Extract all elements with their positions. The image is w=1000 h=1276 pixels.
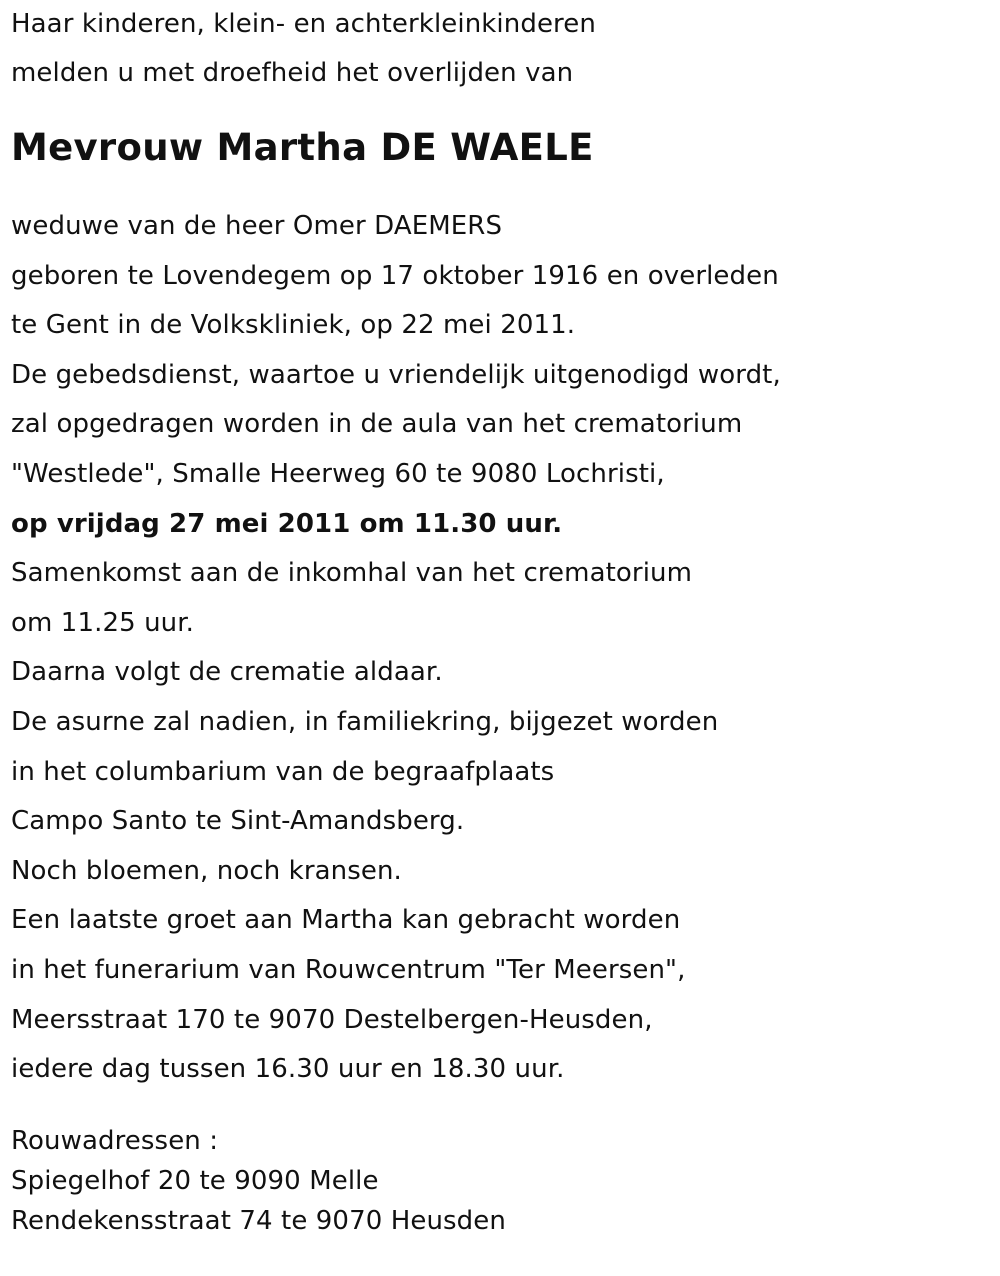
crematorium-address-line: "Westlede", Smalle Heerweg 60 te 9080 Lochristi, bbox=[11, 458, 665, 489]
flowers-line: Noch bloemen, noch kransen. bbox=[11, 855, 402, 886]
address-item: Spiegelhof 20 te 9090 Melle bbox=[11, 1165, 379, 1196]
death-line: te Gent in de Volkskliniek, op 22 mei 2011. bbox=[11, 310, 576, 341]
cemetery-line: Campo Santo te Sint-Amandsberg. bbox=[11, 806, 465, 837]
address-item: Rendekensstraat 74 te 9070 Heusden bbox=[11, 1205, 506, 1236]
funeral-home-address-line: Meersstraat 170 te 9070 Destelbergen-Heusden, bbox=[11, 1004, 653, 1035]
service-line: De gebedsdienst, waartoe u vriendelijk uitgenodigd wordt, bbox=[11, 359, 781, 390]
service-date-line: op vrijdag 27 mei 2011 om 11.30 uur. bbox=[11, 508, 563, 539]
spouse-line: weduwe van de heer Omer DAEMERS bbox=[11, 211, 503, 241]
gathering-time-line: om 11.25 uur. bbox=[11, 607, 195, 638]
visitation-hours-line: iedere dag tussen 16.30 uur en 18.30 uur. bbox=[11, 1054, 565, 1085]
addresses-block bbox=[11, 1121, 991, 1241]
gathering-line: Samenkomst aan de inkomhal van het crematorium bbox=[11, 558, 693, 589]
addresses-heading: Rouwadressen : bbox=[11, 1125, 219, 1156]
obituary-document bbox=[11, 0, 991, 1241]
service-line: zal opgedragen worden in de aula van het crematorium bbox=[11, 409, 743, 440]
intro-line: melden u met droefheid het overlijden van bbox=[11, 58, 574, 88]
intro-block bbox=[11, 0, 991, 98]
cremation-line: Daarna volgt de crematie aldaar. bbox=[11, 657, 443, 688]
birth-line: geboren te Lovendegem op 17 oktober 1916 en overleden bbox=[11, 260, 779, 291]
body-block bbox=[11, 202, 991, 1095]
deceased-name: Mevrouw Martha DE WAELE bbox=[11, 126, 594, 169]
urn-line: in het columbarium van de begraafplaats bbox=[11, 756, 555, 787]
visitation-line: Een laatste groet aan Martha kan gebracht worden bbox=[11, 905, 681, 936]
urn-line: De asurne zal nadien, in familiekring, bijgezet worden bbox=[11, 706, 719, 737]
visitation-line: in het funerarium van Rouwcentrum "Ter Meersen", bbox=[11, 954, 686, 985]
intro-line: Haar kinderen, klein- en achterkleinkinderen bbox=[11, 9, 596, 39]
